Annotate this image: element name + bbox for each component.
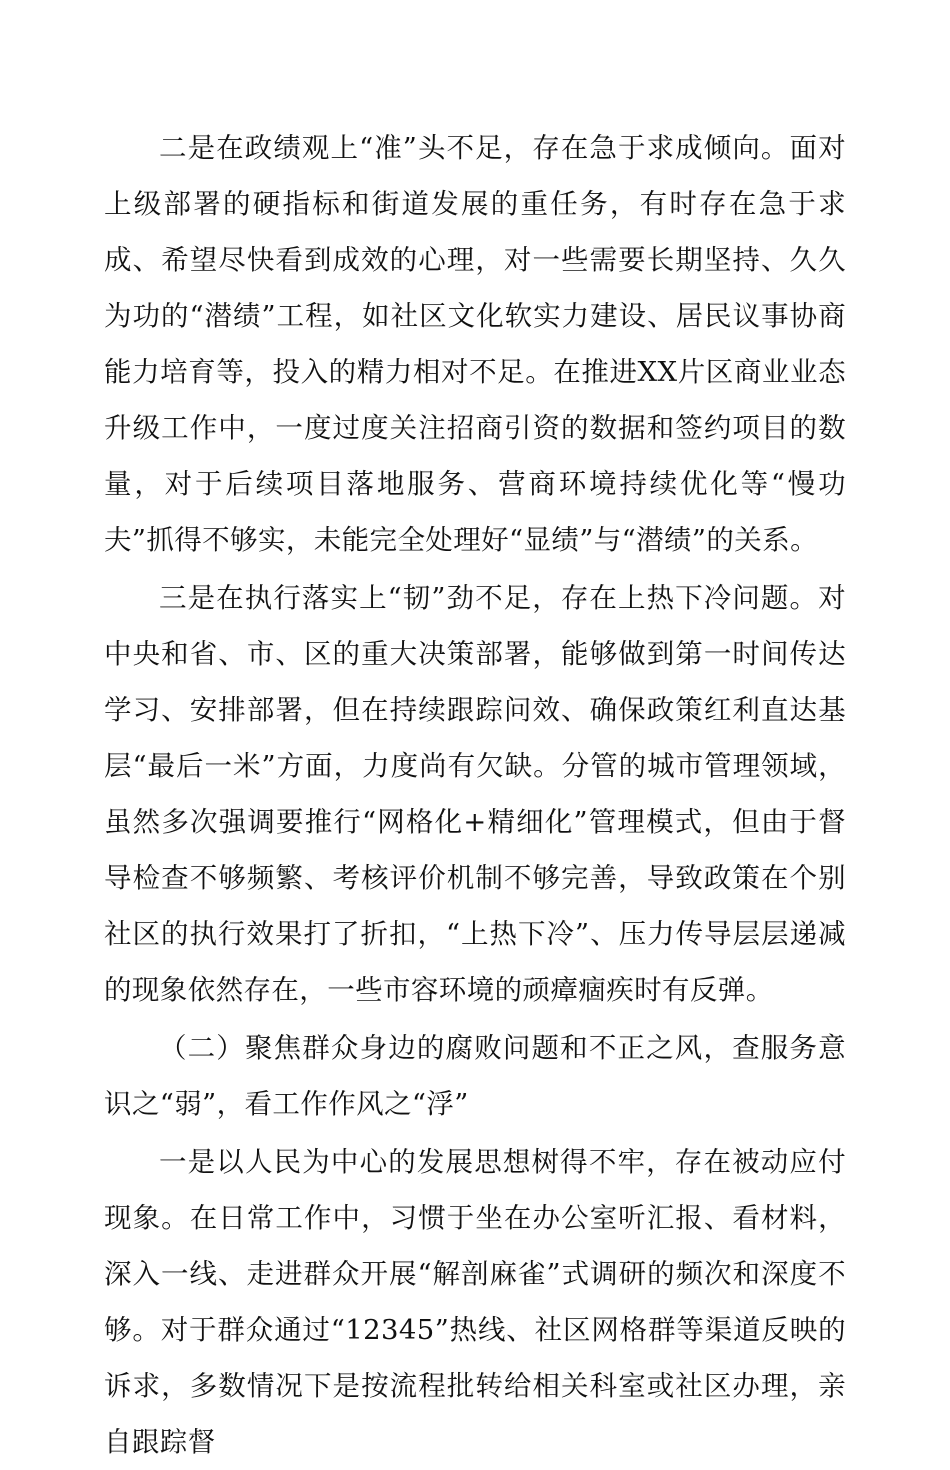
paragraph-section-heading-two: （二）聚焦群众身边的腐败问题和不正之风，查服务意识之“弱”，看工作作风之“浮” — [104, 1032, 846, 1120]
paragraph-second-issue: 二是在政绩观上“准”头不足，存在急于求成倾向。面对上级部署的硬指标和街道发展的重任务，有时存在急于求成、希望尽快看到成效的心理，对一些需要长期坚持、久久为功的“潜绩”工程，如社区文化软实力建设、居民议事协商能力培育等，投入的精力相对不足。在推进XX片区商业业态升级工作中，一度过度关注招商引资的数据和签约项目的数量，对于后续项目落地服务、营商环境持续优化等“慢功夫”抓得不够实，未能完全处理好“显绩”与“潜绩”的关系。 — [104, 132, 846, 556]
paragraph-first-issue-section-two: 一是以人民为中心的发展思想树得不牢，存在被动应付现象。在日常工作中，习惯于坐在办公室听汇报、看材料，深入一线、走进群众开展“解剖麻雀”式调研的频次和深度不够。对于群众通过“12345”热线、社区网格群等渠道反映的诉求，多数情况下是按流程批转给相关科室或社区办理，亲自跟踪督 — [104, 1146, 846, 1458]
paragraph-third-issue: 三是在执行落实上“韧”劲不足，存在上热下冷问题。对中央和省、市、区的重大决策部署，能够做到第一时间传达学习、安排部署，但在持续跟踪问效、确保政策红利直达基层“最后一米”方面，力度尚有欠缺。分管的城市管理领域，虽然多次强调要推行“网格化+精细化”管理模式，但由于督导检查不够频繁、考核评价机制不够完善，导致政策在个别社区的执行效果打了折扣，“上热下冷”、压力传导层层递减的现象依然存在，一些市容环境的顽瘴痼疾时有反弹。 — [104, 582, 846, 1006]
document-body — [104, 120, 846, 1470]
